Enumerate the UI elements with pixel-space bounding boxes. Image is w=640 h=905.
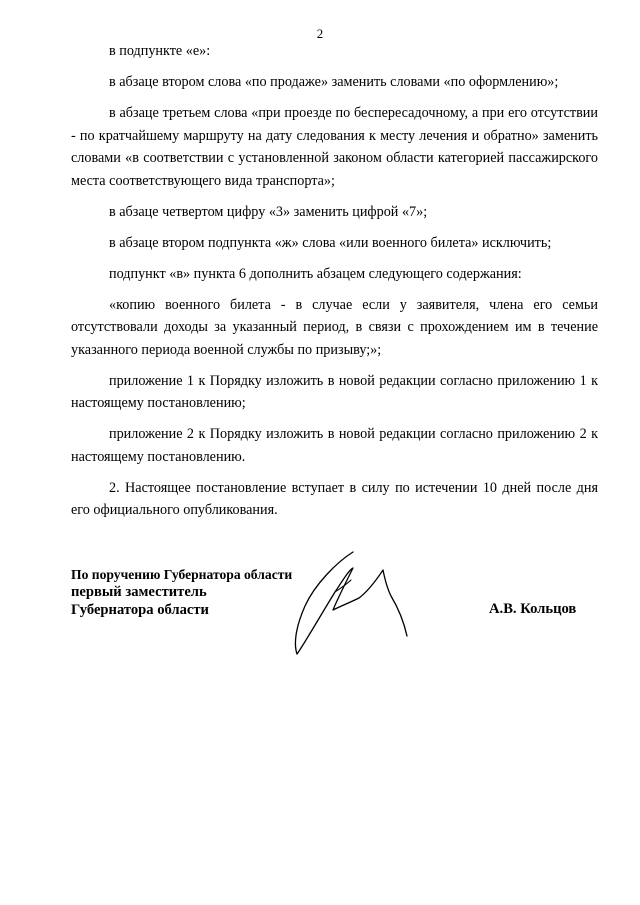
signatory-position-line: первый заместитель bbox=[71, 584, 207, 600]
signatory-position-line: Губернатора области bbox=[71, 602, 209, 618]
paragraph: «копию военного билета - в случае если у заявителя, члена его семьи отсутствовали доходы за указанный период, в связи с прохождением им в течение указанного периода военной службы по призыву;»; bbox=[71, 296, 598, 358]
paragraph: подпункт «в» пункта 6 дополнить абзацем следующего содержания: bbox=[109, 265, 522, 282]
paragraph: в подпункте «е»: bbox=[109, 43, 211, 59]
paragraph: приложение 1 к Порядку изложить в новой редакции согласно приложению 1 к настоящему постановлению; bbox=[71, 372, 598, 411]
handwritten-signature bbox=[275, 548, 420, 663]
paragraph: в абзаце втором слова «по продаже» заменить словами «по оформлению»; bbox=[109, 74, 559, 90]
paragraph: в абзаце третьем слова «при проезде по беспересадочному, а при его отсутствии - по кратчайшему маршруту на дату следования к месту лечения и обратно» заменить словами «в соответствии с установленной законом области категорией пассажирского места соответствующего вида транспорта»; bbox=[71, 105, 598, 189]
page-number: 2 bbox=[316, 26, 324, 41]
paragraph: 2. Настоящее постановление вступает в силу по истечении 10 дней после дня его официального опубликования. bbox=[71, 479, 598, 518]
paragraph: в абзаце четвертом цифру «3» заменить цифрой «7»; bbox=[109, 203, 428, 220]
signatory-authority-line: По поручению Губернатора области bbox=[71, 567, 293, 582]
paragraph: приложение 2 к Порядку изложить в новой редакции согласно приложению 2 к настоящему постановлению. bbox=[71, 426, 598, 465]
signatory-name: А.В. Кольцов bbox=[489, 601, 577, 617]
document-body bbox=[71, 40, 598, 530]
paragraph: в абзаце втором подпункта «ж» слова «или военного билета» исключить; bbox=[109, 234, 552, 251]
